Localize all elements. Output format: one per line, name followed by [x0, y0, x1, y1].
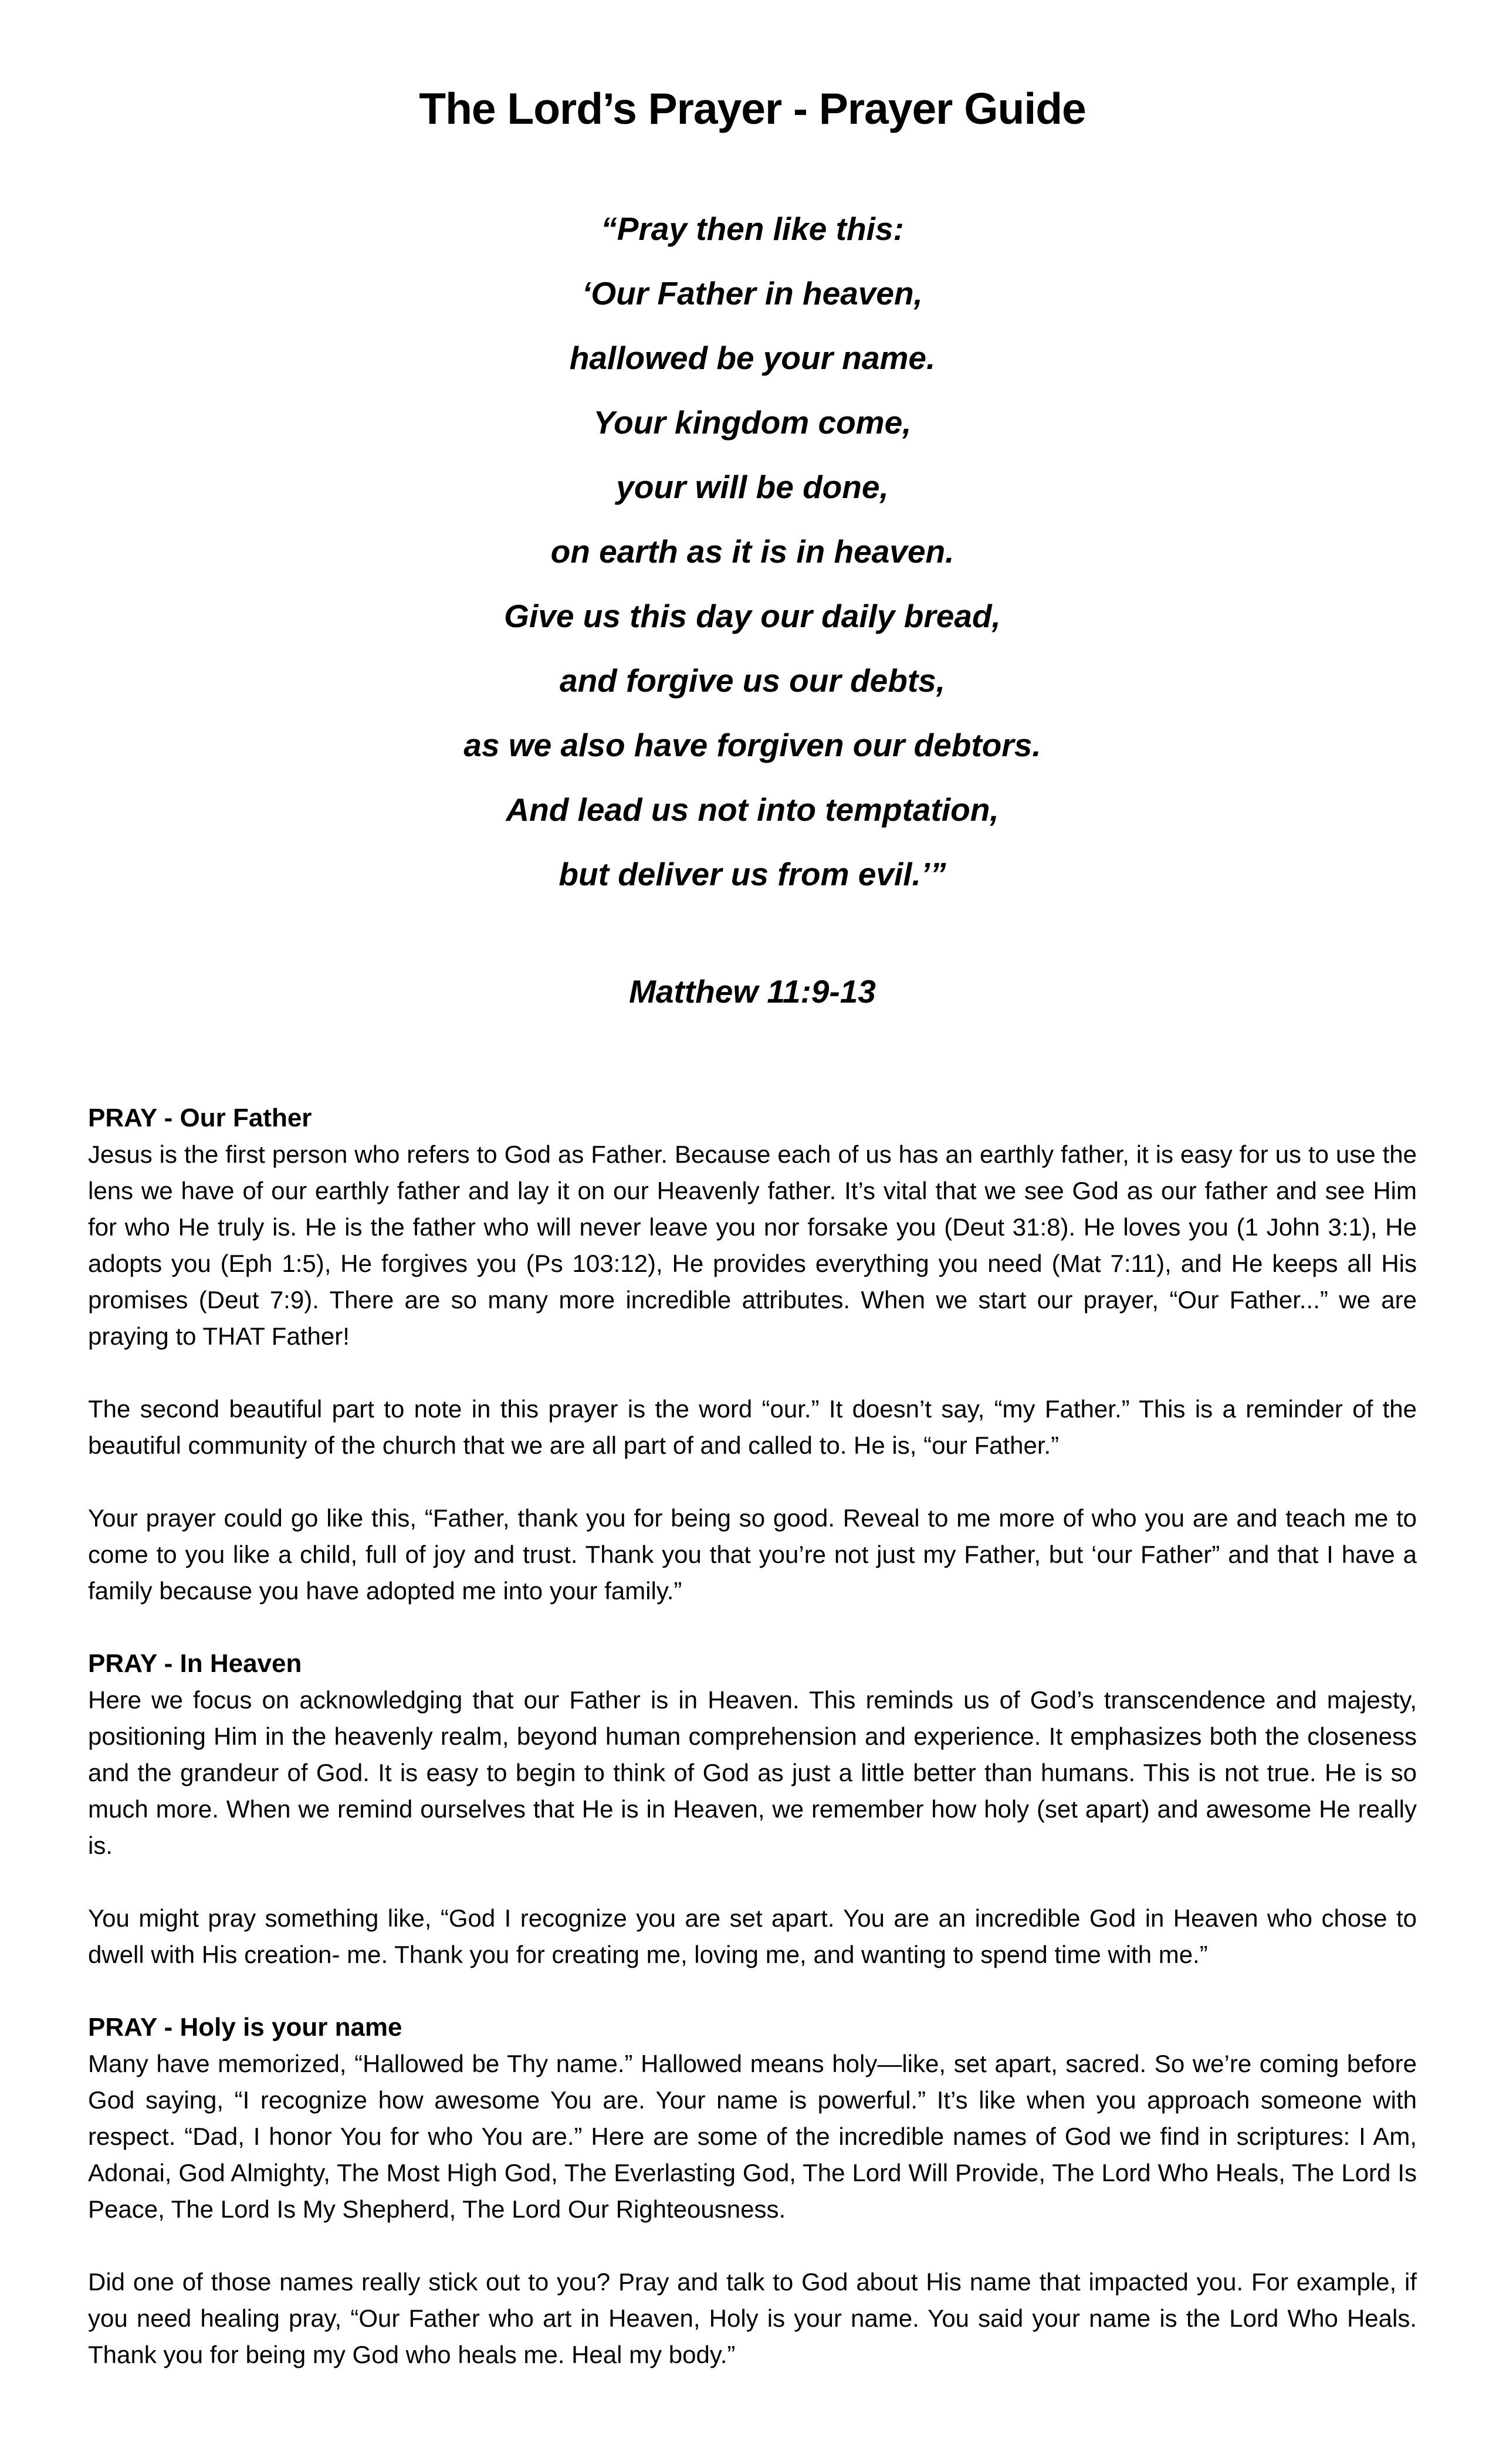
prayer-line-9: as we also have forgiven our debtors. — [463, 727, 1041, 763]
paragraph-our-father-3: Your prayer could go like this, “Father, thank you for being so good. Reveal to me more of who you are and teach me to come to you like a child, full of joy and trust. Thank you that you’re not just my Father, but ‘our Father” and that I have a family because you have adopted me into your family.” — [88, 1504, 1417, 1605]
prayer-line-5: your will be done, — [616, 469, 889, 505]
prayer-line-4: Your kingdom come, — [593, 404, 912, 441]
paragraph-in-heaven-1: Here we focus on acknowledging that our Father is in Heaven. This reminds us of God’s transcendence and majesty, positioning Him in the heavenly realm, beyond human comprehension and experience. It emphasizes both the closeness and the grandeur of God. It is easy to begin to think of God as just a little better than humans. This is not true. He is so much more. When we remind ourselves that He is in Heaven, we remember how holy (set apart) and awesome He really is. — [88, 1686, 1417, 1859]
prayer-line-3: hallowed be your name. — [569, 340, 936, 376]
paragraph-our-father-1: Jesus is the first person who refers to God as Father. Because each of us has an earthly father, it is easy for us to use the lens we have of our earthly father and lay it on our Heavenly father. It’s vital that we see God as our father and see Him for who He truly is. He is the father who will never leave you nor forsake you (Deut 31:8). He loves you (1 John 3:1), He adopts you (Eph 1:5), He forgives you (Ps 103:12), He provides everything you need (Mat 7:11), and He keeps all His promises (Deut 7:9). There are so many more incredible attributes. When we start our prayer, “Our Father...” we are praying to THAT Father! — [88, 1140, 1417, 1350]
document-body — [88, 1100, 1417, 2373]
scripture-reference: Matthew 11:9-13 — [629, 973, 876, 1010]
section-heading-in-heaven: PRAY - In Heaven — [88, 1649, 302, 1678]
prayer-line-6: on earth as it is in heaven. — [550, 533, 955, 570]
prayer-line-7: Give us this day our daily bread, — [504, 598, 1001, 634]
paragraph-our-father-2: The second beautiful part to note in this prayer is the word “our.” It doesn’t say, “my Father.” This is a reminder of the beautiful community of the church that we are all part of and called to. He is, “our Father.” — [88, 1395, 1417, 1459]
paragraph-in-heaven-2: You might pray something like, “God I recognize you are set apart. You are an incredible God in Heaven who chose to dwell with His creation- me. Thank you for creating me, loving me, and wanting to spend time with me.” — [88, 1904, 1417, 1968]
prayer-line-10: And lead us not into temptation, — [506, 791, 999, 828]
section-heading-holy-is-your-name: PRAY - Holy is your name — [88, 2013, 402, 2042]
prayer-line-8: and forgive us our debts, — [559, 662, 946, 699]
paragraph-holy-name-2: Did one of those names really stick out to you? Pray and talk to God about His name that impacted you. For example, if you need healing pray, “Our Father who art in Heaven, Holy is your name. You said your name is the Lord Who Heals. Thank you for being my God who heals me. Heal my body.” — [88, 2268, 1417, 2368]
prayer-line-11: but deliver us from evil.’” — [559, 856, 946, 892]
prayer-line-1: “Pray then like this: — [601, 211, 904, 247]
prayer-quote-block — [88, 197, 1417, 906]
document-title: The Lord’s Prayer - Prayer Guide — [419, 84, 1086, 133]
section-heading-our-father: PRAY - Our Father — [88, 1104, 312, 1132]
prayer-line-2: ‘Our Father in heaven, — [582, 275, 923, 312]
paragraph-holy-name-1: Many have memorized, “Hallowed be Thy name.” Hallowed means holy—like, set apart, sacred. So we’re coming before God saying, “I recognize how awesome You are. Your name is powerful.” It’s like when you approach someone with respect. “Dad, I honor You for who You are.” Here are some of the incredible names of God we find in scriptures: I Am, Adonai, God Almighty, The Most High God, The Everlasting God, The Lord Will Provide, The Lord Who Heals, The Lord Is Peace, The Lord Is My Shepherd, The Lord Our Righteousness. — [88, 2050, 1417, 2223]
